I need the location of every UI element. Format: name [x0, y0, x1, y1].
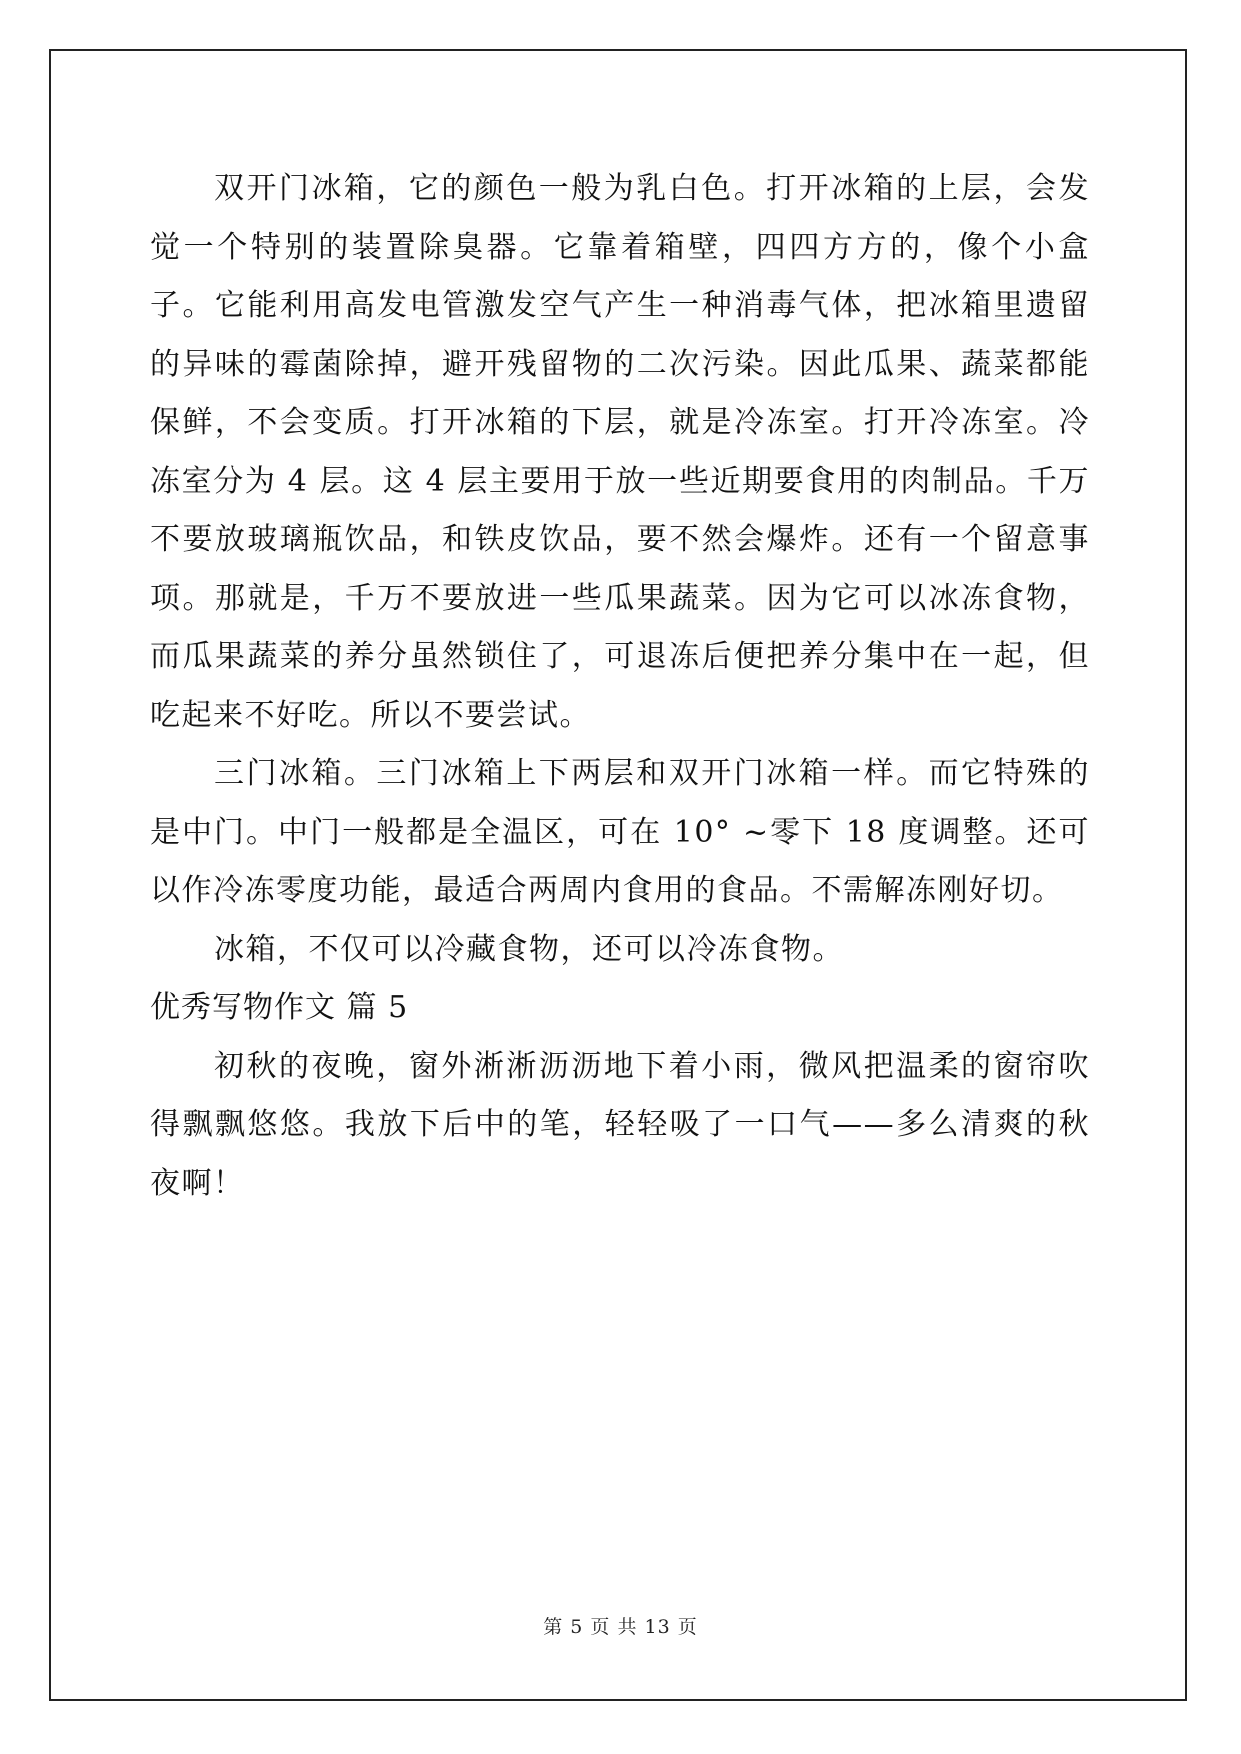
paragraph-double-door-fridge: 双开门冰箱，它的颜色一般为乳白色。打开冰箱的上层，会发觉一个特别的装置除臭器。它靠着箱壁，四四方方的，像个小盒子。它能利用高发电管激发空气产生一种消毒气体，把冰箱里遗留的异味的霉菌除掉，避开残留物的二次污染。因此瓜果、蔬菜都能保鲜，不会变质。打开冰箱的下层，就是冷冻室。打开冷冻室。冷冻室分为 4 层。这 4 层主要用于放一些近期要食用的肉制品。千万不要放玻璃瓶饮品，和铁皮饮品，要不然会爆炸。还有一个留意事项。那就是，千万不要放进一些瓜果蔬菜。因为它可以冰冻食物，而瓜果蔬菜的养分虽然锁住了，可退冻后便把养分集中在一起，但吃起来不好吃。所以不要尝试。	[150, 171, 1090, 733]
section-heading: 优秀写物作文 篇 5	[150, 990, 409, 1025]
paragraph-three-door-fridge: 三门冰箱。三门冰箱上下两层和双开门冰箱一样。而它特殊的是中门。中门一般都是全温区，可在 10° ~零下 18 度调整。还可以作冷冻零度功能，最适合两周内食用的食品。不需解冻刚好切。	[150, 756, 1090, 908]
document-body	[150, 160, 1090, 1213]
paragraph-autumn-night: 初秋的夜晚，窗外淅淅沥沥地下着小雨，微风把温柔的窗帘吹得飘飘悠悠。我放下后中的笔，轻轻吸了一口气——多么清爽的秋夜啊！	[150, 1048, 1090, 1201]
paragraph-fridge-summary: 冰箱，不仅可以冷藏食物，还可以冷冻食物。	[214, 931, 844, 967]
page-number: 第 5 页 共 13 页	[543, 1616, 698, 1638]
